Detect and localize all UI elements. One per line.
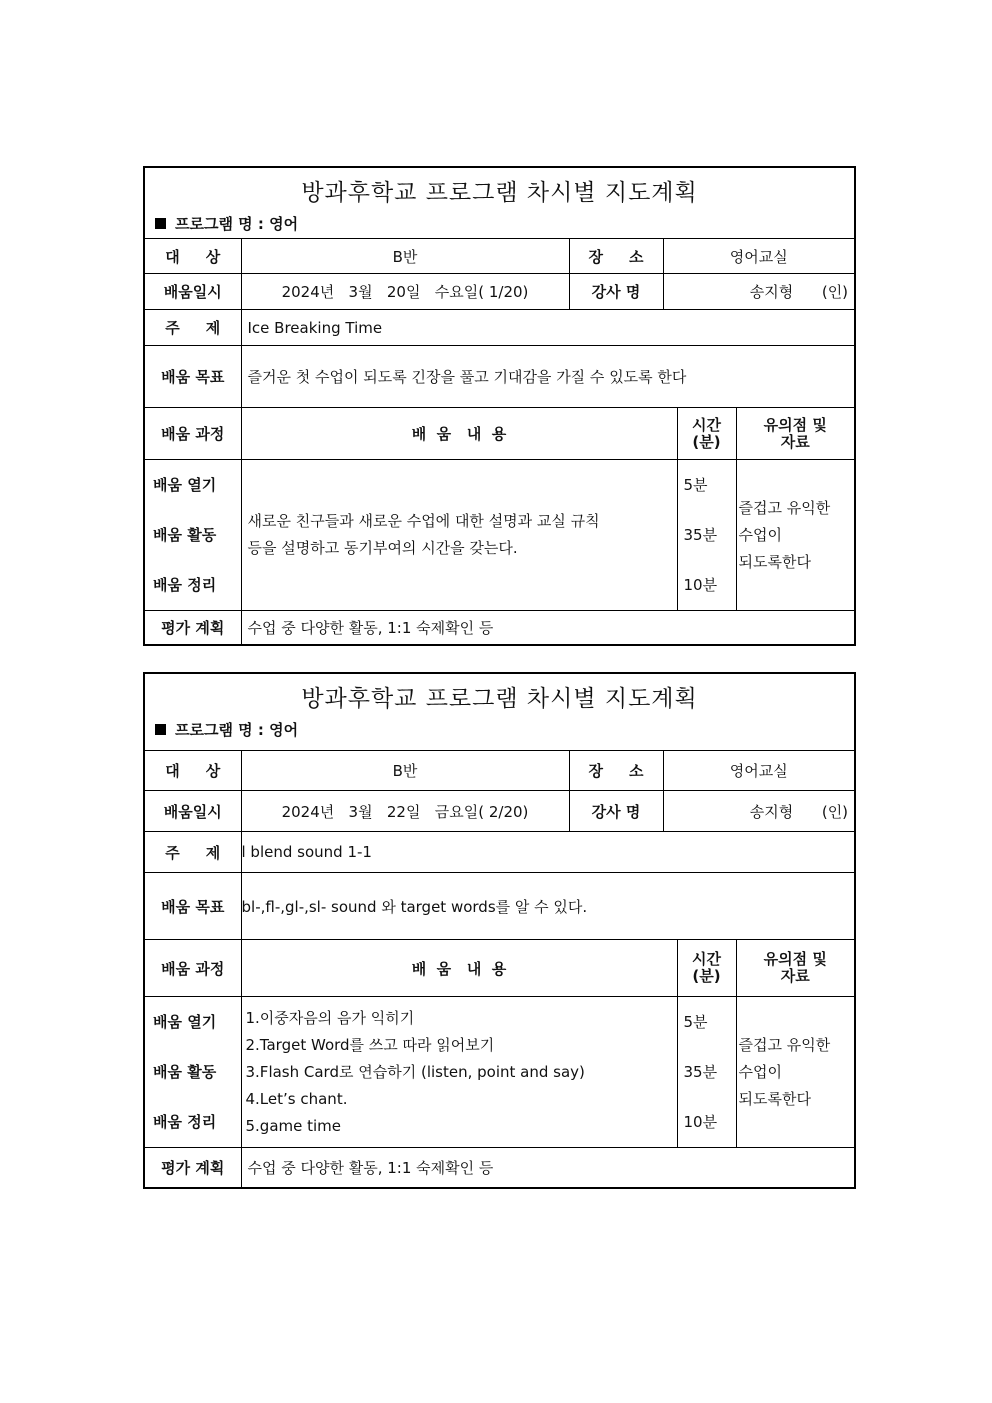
- lesson-plan-1: [143, 166, 856, 646]
- step-activity: 배움 활동: [153, 1063, 217, 1081]
- goal-label: 배움 목표: [144, 873, 241, 940]
- goal-value: 즐거운 첫 수업이 되도록 긴장을 풀고 기대감을 가질 수 있도록 한다: [241, 346, 855, 408]
- time-wrap-up: 10분: [683, 576, 718, 594]
- notes-label: [736, 408, 855, 460]
- step-times: [677, 997, 736, 1148]
- program-name-text: 프로그램 명 : 영어: [175, 215, 299, 233]
- topic-label: 주 제: [144, 310, 241, 346]
- time-label: [677, 940, 736, 997]
- content-line: 5.game time: [245, 1116, 342, 1135]
- place-value: 영어교실: [663, 751, 855, 791]
- content-line: 등을 설명하고 동기부여의 시간을 갖는다.: [247, 539, 518, 557]
- document-title: 방과후학교 프로그램 차시별 지도계획: [301, 686, 698, 712]
- notes-label-line: 유의점 및: [763, 950, 827, 968]
- step-times: [677, 460, 736, 611]
- target-label: 대 상: [144, 239, 241, 274]
- notes-label-line: 유의점 및: [763, 415, 827, 434]
- date-value: 2024년 3월 20일 수요일( 1/20): [241, 274, 569, 310]
- square-bullet-icon: [155, 218, 166, 229]
- place-label: 장 소: [569, 239, 663, 274]
- date-label: 배움일시: [144, 274, 241, 310]
- time-open: 5분: [683, 1013, 708, 1031]
- notes-label-line: 자료: [780, 432, 810, 451]
- document-title: 방과후학교 프로그램 차시별 지도계획: [301, 180, 698, 206]
- time-wrap-up: 10분: [683, 1113, 718, 1131]
- place-value: 영어교실: [663, 239, 855, 274]
- notes-content: [736, 997, 855, 1148]
- lesson-content: [241, 997, 677, 1148]
- notes-line: 수업이: [738, 1062, 782, 1081]
- content-line: 2.Target Word를 쓰고 따라 읽어보기: [245, 1035, 495, 1054]
- target-value: B반: [241, 239, 569, 274]
- time-open: 5분: [683, 476, 708, 494]
- notes-line: 즐겁고 유익한: [738, 1035, 831, 1054]
- notes-content: [736, 460, 855, 611]
- date-label: 배움일시: [144, 791, 241, 832]
- target-label: 대 상: [144, 751, 241, 791]
- program-name: [153, 716, 846, 744]
- step-wrap-up: 배움 정리: [153, 1113, 217, 1131]
- eval-label: 평가 계획: [144, 611, 241, 645]
- content-line: 새로운 친구들과 새로운 수업에 대한 설명과 교실 규칙: [247, 512, 600, 530]
- time-label-line: (분): [692, 432, 721, 451]
- time-label-line: 시간: [692, 415, 721, 434]
- teacher-value: 송지형 (인): [663, 274, 855, 310]
- time-activity: 35분: [683, 1063, 718, 1081]
- header-cell: [144, 167, 855, 239]
- step-wrap-up: 배움 정리: [153, 576, 217, 594]
- process-steps: [144, 460, 241, 611]
- square-bullet-icon: [155, 724, 166, 735]
- notes-line: 수업이: [738, 525, 782, 544]
- eval-label: 평가 계획: [144, 1148, 241, 1188]
- time-label-line: 시간: [692, 950, 721, 968]
- date-value: 2024년 3월 22일 금요일( 2/20): [241, 791, 569, 832]
- notes-line: 되도록한다: [738, 1089, 811, 1108]
- teacher-value: 송지형 (인): [663, 791, 855, 832]
- lesson-content: [241, 460, 677, 611]
- step-activity: 배움 활동: [153, 526, 217, 544]
- process-label: 배움 과정: [144, 940, 241, 997]
- step-open: 배움 열기: [153, 476, 217, 494]
- notes-label: [736, 940, 855, 997]
- topic-label: 주 제: [144, 832, 241, 873]
- time-label-line: (분): [692, 967, 721, 985]
- notes-label-line: 자료: [780, 967, 810, 985]
- notes-line: 즐겁고 유익한: [738, 498, 831, 517]
- content-label: 배 움 내 용: [241, 940, 677, 997]
- eval-value: 수업 중 다양한 활동, 1:1 숙제확인 등: [241, 611, 855, 645]
- program-name-text: 프로그램 명 : 영어: [175, 721, 299, 739]
- teacher-label: 강사 명: [569, 274, 663, 310]
- process-steps: [144, 997, 241, 1148]
- topic-value: l blend sound 1-1: [241, 832, 855, 873]
- target-value: B반: [241, 751, 569, 791]
- goal-label: 배움 목표: [144, 346, 241, 408]
- time-label: [677, 408, 736, 460]
- program-name: [153, 210, 846, 238]
- goal-value: bl-,fl-,gl-,sl- sound 와 target words를 알 수 있다.: [241, 873, 855, 940]
- place-label: 장 소: [569, 751, 663, 791]
- process-label: 배움 과정: [144, 408, 241, 460]
- topic-value: Ice Breaking Time: [241, 310, 855, 346]
- eval-value: 수업 중 다양한 활동, 1:1 숙제확인 등: [241, 1148, 855, 1188]
- content-line: 1.이중자음의 음가 익히기: [245, 1008, 415, 1027]
- content-label: 배 움 내 용: [241, 408, 677, 460]
- content-line: 4.Let’s chant.: [245, 1089, 348, 1108]
- step-open: 배움 열기: [153, 1013, 217, 1031]
- time-activity: 35분: [683, 526, 718, 544]
- content-line: 3.Flash Card로 연습하기 (listen, point and say): [245, 1062, 585, 1081]
- lesson-plan-2: [143, 672, 856, 1189]
- header-cell: [144, 673, 855, 751]
- notes-line: 되도록한다: [738, 552, 811, 571]
- teacher-label: 강사 명: [569, 791, 663, 832]
